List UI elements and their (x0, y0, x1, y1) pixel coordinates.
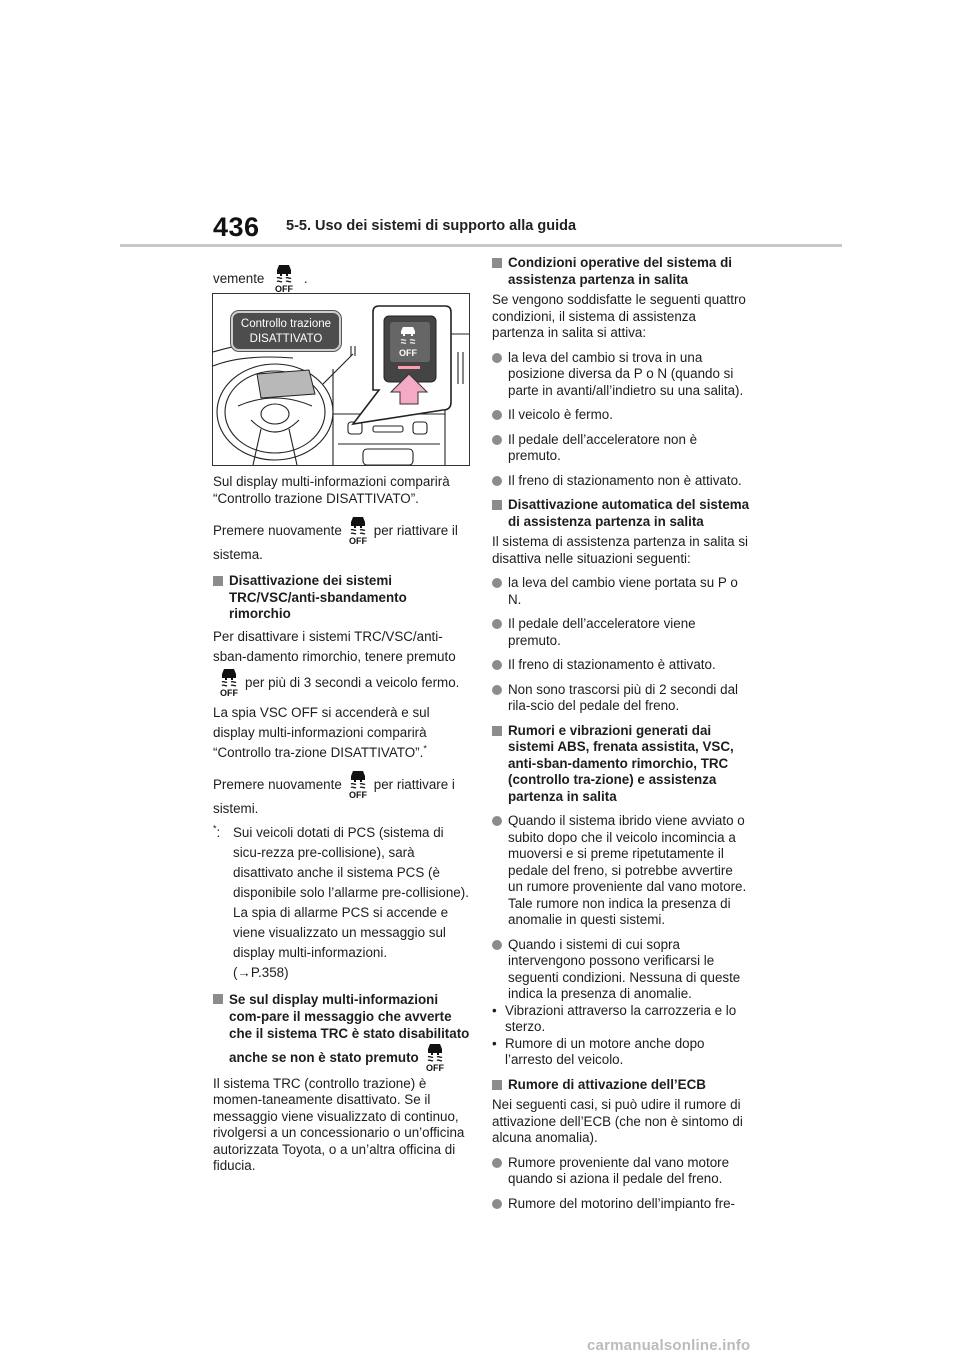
paragraph: Premere nuovamente OFF per riattivare il sistema. (213, 515, 471, 565)
section-heading: Rumori e vibrazioni generati dai sistemi ABS, frenata assistita, VSC, anti-sban-damento rimorchio, TRC (controllo tra-zione) e assistenza partenza in salita (492, 723, 750, 806)
paragraph: Nei seguenti casi, si può udire il rumore di attivazione dell’ECB (che non è sintomo di alcuna anomalia). (492, 1097, 743, 1145)
list-item: Il freno di stazionamento è attivato. (492, 657, 750, 674)
list-item: Il veicolo è fermo. (492, 407, 750, 424)
list-item: Rumore del motorino dell’impianto fre- (492, 1196, 750, 1213)
trc-off-icon (271, 263, 297, 293)
list-item: la leva del cambio viene portata su P o N. (492, 575, 750, 608)
square-bullet-icon (492, 726, 502, 736)
page-reference[interactable]: (→P.358) (233, 964, 289, 980)
round-bullet-icon (492, 660, 502, 670)
svg-text:OFF: OFF (425, 1062, 444, 1072)
footnote: *: Sui veicoli dotati di PCS (sistema di sicu-rezza pre-collisione), sarà disattivato anche il sistema PCS (è disponibile solo l’allarme pre-collisione). La spia di allarme PCS si accende e viene visualizzato un messaggio sul display multi-informazioni. (→P.358) (213, 823, 471, 983)
list-item: Il pedale dell’acceleratore viene premuto. (492, 616, 750, 649)
round-bullet-icon (492, 578, 502, 588)
list-item: Rumore proveniente dal vano motore quando si aziona il pedale del freno. (492, 1155, 750, 1188)
list-item: Non sono trascorsi più di 2 secondi dal rila-scio del pedale del freno. (492, 682, 750, 715)
round-bullet-icon (492, 476, 502, 486)
header-rule (120, 244, 842, 247)
dashboard-illustration (212, 293, 470, 466)
list-item: Quando il sistema ibrido viene avviato o subito dopo che il veicolo incomincia a muoversi e si preme ripetutamente il pedale del freno, si potrebbe avvertire un rumore proveniente dal vano motore. Tale rumore non indica la presenza di anomalie in questi sistemi. (492, 813, 750, 929)
list-item: Quando i sistemi di cui sopra intervengono possono verificarsi le seguenti condizioni. Nessuna di queste indica la presenza di anomalie. (492, 937, 750, 1003)
trc-off-icon (345, 515, 371, 545)
page-number: 436 (213, 212, 260, 242)
list-item: la leva del cambio si trova in una posizione diversa da P o N (quando si parte in avanti/all’indietro su una salita). (492, 350, 750, 400)
section-title: 5-5. Uso dei sistemi di supporto alla guida (286, 218, 577, 234)
svg-text:OFF: OFF (348, 536, 367, 545)
svg-text:OFF: OFF (399, 348, 417, 358)
trc-off-message-bubble: Controllo trazione DISATTIVATO (231, 311, 341, 351)
round-bullet-icon (492, 619, 502, 629)
section-heading: Disattivazione automatica del sistema di assistenza partenza in salita (492, 497, 750, 530)
svg-text:OFF: OFF (348, 789, 367, 799)
paragraph: Il sistema di assistenza partenza in salita si disattiva nelle situazioni seguenti: (492, 534, 749, 566)
round-bullet-icon (492, 1199, 502, 1209)
list-item: Il pedale dell’acceleratore non è premuto. (492, 432, 750, 465)
square-bullet-icon (213, 576, 223, 586)
round-bullet-icon (492, 816, 502, 826)
section-heading: Rumore di attivazione dell’ECB (492, 1077, 750, 1094)
square-bullet-icon (492, 500, 502, 510)
dash-item: • Vibrazioni attraverso la carrozzeria e lo sterzo. (492, 1002, 737, 1034)
trc-off-icon (345, 769, 371, 799)
paragraph: Il sistema TRC (controllo trazione) è momen-taneamente disattivato. Se il messaggio viene visualizzato di continuo, rivolgersi a un concessionario o un’officina autorizzata Toyota, o a un’altra officina di fiducia. (213, 1075, 465, 1173)
paragraph: Premere nuovamente OFF per riattivare i sistemi. (213, 769, 471, 819)
right-column (492, 255, 750, 1220)
square-bullet-icon (492, 1080, 502, 1090)
intro-line: vemente OFF . (213, 263, 471, 293)
paragraph: Se vengono soddisfatte le seguenti quattro condizioni, il sistema di assistenza partenza in salita si attiva: (492, 292, 746, 340)
section-heading: Disattivazione dei sistemi TRC/VSC/anti-sbandamento rimorchio (213, 573, 471, 623)
svg-text:OFF: OFF (275, 284, 294, 293)
trc-off-icon (422, 1042, 448, 1072)
svg-text:OFF: OFF (220, 687, 238, 697)
paragraph: Per disattivare i sistemi TRC/VSC/anti-sban-damento rimorchio, tenere premuto OFF per più di 3 secondi a veicolo fermo. (213, 628, 460, 697)
trc-off-icon (216, 667, 242, 697)
watermark: carmanualsonline.info (587, 1337, 751, 1354)
list-item: Il freno di stazionamento non è attivato. (492, 473, 750, 490)
section-heading: Se sul display multi-informazioni com-pare il messaggio che avverte che il sistema TRC è stato disabilitato anche se non è stato premuto OFF (213, 991, 471, 1072)
paragraph: Sul display multi-informazioni comparirà “Controllo trazione DISATTIVATO”. (213, 474, 450, 506)
round-bullet-icon (492, 410, 502, 420)
section-heading: Condizioni operative del sistema di assistenza partenza in salita (492, 255, 750, 288)
round-bullet-icon (492, 1158, 502, 1168)
paragraph: La spia VSC OFF si accenderà e sul display multi-informazioni comparirà “Controllo tra-zione DISATTIVATO”.* (213, 704, 430, 760)
left-column-body (213, 474, 471, 1183)
round-bullet-icon (492, 435, 502, 445)
dash-item: • Rumore di un motore anche dopo l’arresto del veicolo. (492, 1035, 705, 1067)
square-bullet-icon (213, 994, 223, 1004)
round-bullet-icon (492, 940, 502, 950)
round-bullet-icon (492, 685, 502, 695)
round-bullet-icon (492, 353, 502, 363)
square-bullet-icon (492, 258, 502, 268)
